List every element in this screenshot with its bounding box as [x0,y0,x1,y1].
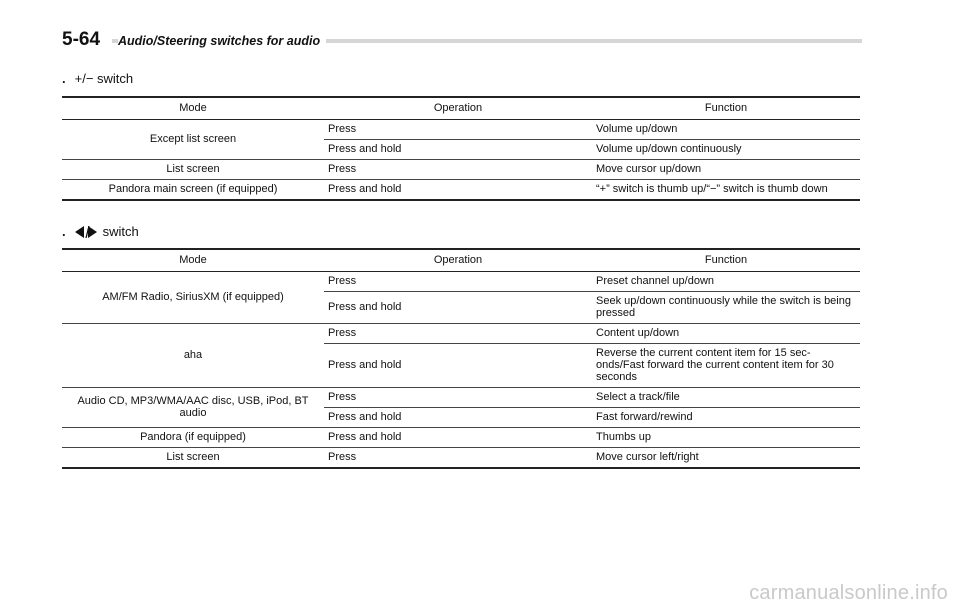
table-header-row [62,97,860,120]
table-row [62,180,860,201]
table-row [62,448,860,469]
function-cell: Content up/down [592,324,860,344]
section-title: +/− switch [74,71,134,86]
mode-cell: List screen [62,448,324,469]
function-cell: Preset channel up/down [592,272,860,292]
operation-cell: Press and hold [324,428,592,448]
operation-cell: Press [324,160,592,180]
function-cell: Volume up/down [592,120,860,140]
function-cell: Fast forward/rewind [592,408,860,428]
column-header-operation: Operation [324,97,592,120]
table-row [62,388,860,408]
left-right-switch-table [62,248,860,469]
table-row [62,272,860,292]
column-header-mode: Mode [62,249,324,272]
operation-cell: Press [324,120,592,140]
function-cell: Select a track/file [592,388,860,408]
page-header [62,28,862,52]
function-cell: “+” switch is thumb up/“−” switch is thumb down [592,180,860,201]
operation-cell: Press [324,324,592,344]
section-heading-left-right [62,224,139,240]
column-header-operation: Operation [324,249,592,272]
operation-cell: Press [324,388,592,408]
mode-cell: List screen [62,160,324,180]
operation-cell: Press and hold [324,140,592,160]
operation-cell: Press and hold [324,180,592,201]
page-number: 5-64 [62,28,108,52]
column-header-function: Function [592,249,860,272]
operation-cell: Press and hold [324,292,592,324]
operation-cell: Press and hold [324,344,592,388]
mode-cell: aha [62,324,324,388]
mode-cell: Pandora main screen (if equipped) [62,180,324,201]
table-header-row [62,249,860,272]
page-title: Audio/Steering switches for audio [118,33,326,49]
bullet: . [62,71,66,86]
mode-cell: Audio CD, MP3/WMA/AAC disc, USB, iPod, BT audio [62,388,324,428]
function-cell: Volume up/down continuously [592,140,860,160]
table-row [62,428,860,448]
table-row [62,120,860,140]
operation-cell: Press and hold [324,408,592,428]
section-title: switch [102,224,139,239]
function-cell: Move cursor up/down [592,160,860,180]
column-header-mode: Mode [62,97,324,120]
left-right-arrows-icon [75,226,97,238]
mode-cell: Pandora (if equipped) [62,428,324,448]
table-row [62,160,860,180]
table-row [62,324,860,344]
function-cell: Move cursor left/right [592,448,860,469]
function-cell: Seek up/down continuously while the switch is being pressed [592,292,860,324]
operation-cell: Press [324,448,592,469]
bullet: . [62,224,66,239]
function-cell: Reverse the current content item for 15 sec-onds/Fast forward the current content item for 30 seconds [592,344,860,388]
watermark: carmanualsonline.info [749,582,948,604]
operation-cell: Press [324,272,592,292]
plus-minus-switch-table [62,96,860,201]
section-heading-plus-minus [62,71,133,87]
function-cell: Thumbs up [592,428,860,448]
column-header-function: Function [592,97,860,120]
mode-cell: AM/FM Radio, SiriusXM (if equipped) [62,272,324,324]
mode-cell: Except list screen [62,120,324,160]
